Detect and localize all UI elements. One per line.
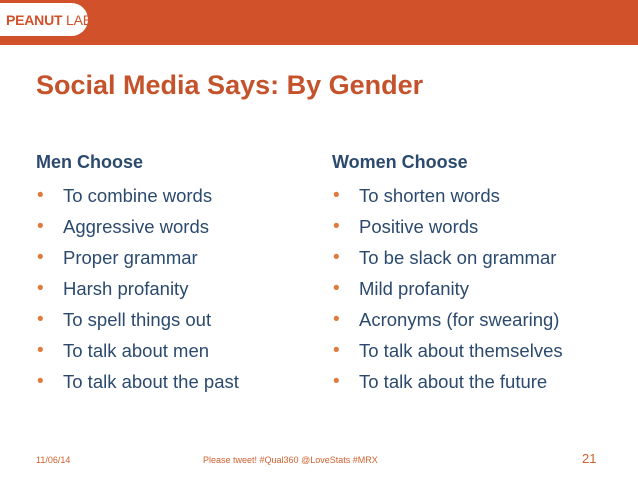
bullet-icon: • — [333, 247, 340, 268]
page-number: 21 — [582, 451, 597, 466]
bullet-icon: • — [333, 185, 340, 206]
bullet-icon: • — [37, 185, 44, 206]
bullet-icon: • — [333, 340, 340, 361]
women-bullet-list — [332, 180, 563, 397]
slide-title: Social Media Says: By Gender — [36, 70, 424, 100]
column-heading-women: Women Choose — [332, 152, 468, 172]
column-heading-men: Men Choose — [36, 152, 144, 172]
brand-logo — [0, 3, 102, 36]
list-item: • Acronyms (for swearing) — [332, 304, 563, 335]
list-item: • To be slack on grammar — [332, 242, 563, 273]
bullet-icon: • — [333, 216, 340, 237]
list-item: • To talk about themselves — [332, 335, 563, 366]
list-item: • To shorten words — [332, 180, 563, 211]
footer-tweet-text: Please tweet! #Qual360 @LoveStats #MRX — [203, 455, 378, 465]
women-column — [332, 150, 563, 397]
list-item: • To talk about men — [36, 335, 239, 366]
bullet-icon: • — [37, 216, 44, 237]
bullet-icon: • — [37, 247, 44, 268]
list-item: • To talk about the past — [36, 366, 239, 397]
list-item: • To combine words — [36, 180, 239, 211]
footer-date: 11/06/14 — [36, 455, 71, 465]
men-column — [36, 150, 239, 397]
bullet-icon: • — [37, 371, 44, 392]
logo-text: PEANUT LABS — [6, 12, 102, 28]
list-item: • To talk about the future — [332, 366, 563, 397]
bullet-icon: • — [37, 278, 44, 299]
list-item: • Positive words — [332, 211, 563, 242]
list-item: • To spell things out — [36, 304, 239, 335]
bullet-icon: • — [37, 340, 44, 361]
list-item: • Harsh profanity — [36, 273, 239, 304]
list-item: • Proper grammar — [36, 242, 239, 273]
bullet-icon: • — [333, 309, 340, 330]
list-item: • Mild profanity — [332, 273, 563, 304]
bullet-icon: • — [333, 278, 340, 299]
bullet-icon: • — [333, 371, 340, 392]
list-item: • Aggressive words — [36, 211, 239, 242]
men-bullet-list — [36, 180, 239, 397]
bullet-icon: • — [37, 309, 44, 330]
